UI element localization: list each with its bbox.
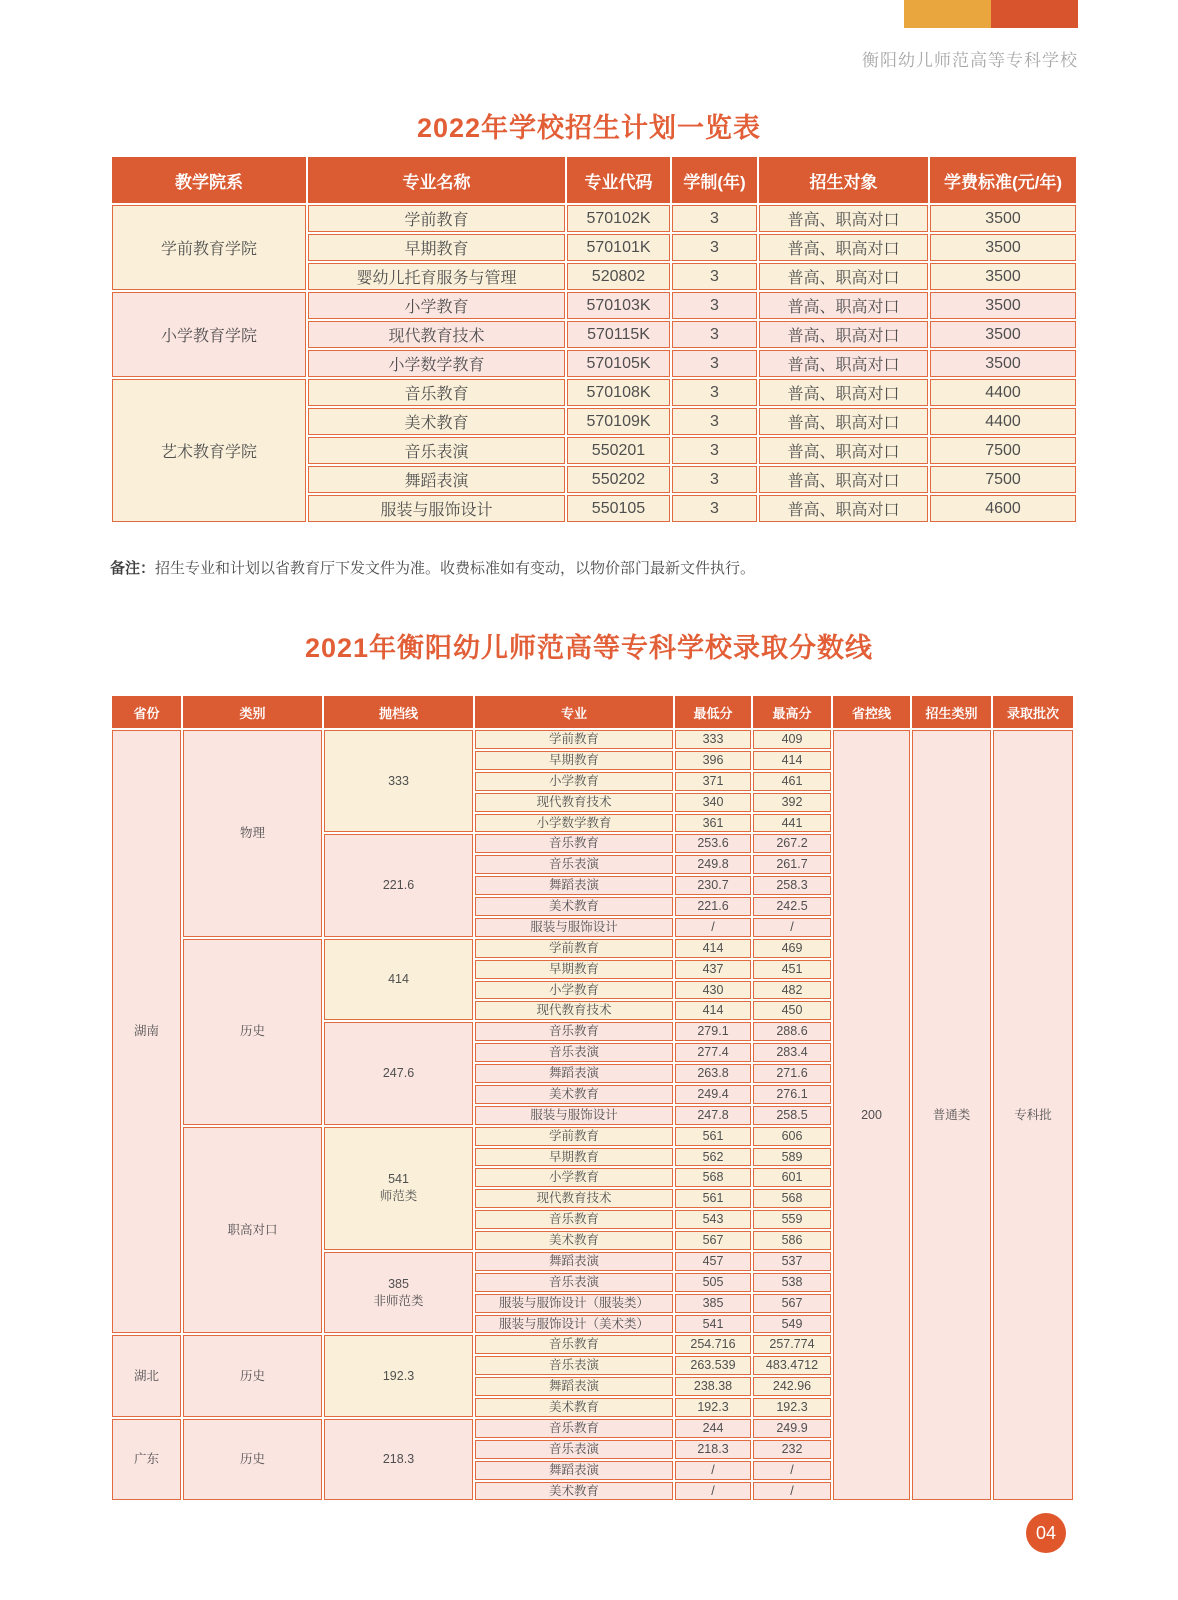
min-score-cell: 230.7	[675, 876, 751, 895]
major-code-cell: 570105K	[567, 350, 670, 377]
major-cell: 舞蹈表演	[475, 1252, 673, 1271]
major-cell: 舞蹈表演	[308, 466, 565, 493]
min-score-cell: 361	[675, 814, 751, 833]
max-score-cell: 482	[753, 981, 831, 1000]
cutoff-line-cell: 247.6	[324, 1022, 473, 1124]
max-score-cell: 469	[753, 939, 831, 958]
max-score-cell: 242.5	[753, 897, 831, 916]
header-fee: 学费标准(元/年)	[930, 157, 1076, 203]
min-score-cell: 414	[675, 1001, 751, 1020]
min-score-cell: 340	[675, 793, 751, 812]
min-score-cell: 263.539	[675, 1356, 751, 1375]
max-score-cell: 568	[753, 1189, 831, 1208]
fee-cell: 4600	[930, 495, 1076, 522]
min-score-cell: 218.3	[675, 1440, 751, 1459]
header-cutoff-line: 抛档线	[324, 696, 473, 728]
header-control-line: 省控线	[833, 696, 910, 728]
province-cell: 湖南	[112, 730, 181, 1333]
study-years-cell: 3	[672, 205, 757, 232]
major-code-cell: 550202	[567, 466, 670, 493]
max-score-cell: 258.5	[753, 1106, 831, 1125]
min-score-cell: 396	[675, 751, 751, 770]
min-score-cell: 253.6	[675, 834, 751, 853]
major-code-cell: 570109K	[567, 408, 670, 435]
min-score-cell: 277.4	[675, 1043, 751, 1062]
max-score-cell: 288.6	[753, 1022, 831, 1041]
max-score-cell: 567	[753, 1294, 831, 1313]
target-cell: 普高、职高对口	[759, 379, 928, 406]
min-score-cell: 457	[675, 1252, 751, 1271]
target-cell: 普高、职高对口	[759, 292, 928, 319]
major-cell: 舞蹈表演	[475, 1461, 673, 1480]
corner-decoration	[904, 0, 1078, 28]
min-score-cell: 568	[675, 1168, 751, 1187]
category-cell: 历史	[183, 1419, 322, 1501]
major-cell: 学前教育	[475, 730, 673, 749]
major-cell: 美术教育	[475, 1231, 673, 1250]
major-code-cell: 520802	[567, 263, 670, 290]
max-score-cell: 283.4	[753, 1043, 831, 1062]
min-score-cell: /	[675, 1482, 751, 1501]
college-cell: 学前教育学院	[112, 205, 306, 290]
target-cell: 普高、职高对口	[759, 408, 928, 435]
major-cell: 音乐表演	[475, 1043, 673, 1062]
header-target: 招生对象	[759, 157, 928, 203]
study-years-cell: 3	[672, 292, 757, 319]
header-study-years: 学制(年)	[672, 157, 757, 203]
min-score-cell: 385	[675, 1294, 751, 1313]
major-cell: 现代教育技术	[475, 793, 673, 812]
major-cell: 美术教育	[475, 1085, 673, 1104]
header-min-score: 最低分	[675, 696, 751, 728]
major-cell: 小学数学教育	[308, 350, 565, 377]
min-score-cell: /	[675, 918, 751, 937]
admission-type-cell: 普通类	[912, 730, 991, 1500]
cutoff-line-cell: 192.3	[324, 1335, 473, 1417]
cutoff-line-cell: 541 师范类	[324, 1127, 473, 1250]
major-cell: 早期教育	[475, 1148, 673, 1167]
min-score-cell: 437	[675, 960, 751, 979]
fee-cell: 7500	[930, 437, 1076, 464]
cutoff-line-cell: 221.6	[324, 834, 473, 936]
major-cell: 小学数学教育	[475, 814, 673, 833]
major-cell: 学前教育	[475, 939, 673, 958]
major-cell: 小学教育	[308, 292, 565, 319]
max-score-cell: 601	[753, 1168, 831, 1187]
min-score-cell: 543	[675, 1210, 751, 1229]
major-cell: 舞蹈表演	[475, 876, 673, 895]
min-score-cell: 561	[675, 1127, 751, 1146]
header-major: 专业	[475, 696, 673, 728]
score-table-wrap	[110, 694, 1075, 1502]
target-cell: 普高、职高对口	[759, 495, 928, 522]
major-cell: 小学教育	[475, 981, 673, 1000]
min-score-cell: 561	[675, 1189, 751, 1208]
min-score-cell: 254.716	[675, 1335, 751, 1354]
plan-table-title: 2022年学校招生计划一览表	[416, 113, 762, 143]
major-cell: 音乐教育	[475, 1419, 673, 1438]
score-table-header-row	[112, 696, 1073, 728]
fee-cell: 3500	[930, 321, 1076, 348]
min-score-cell: /	[675, 1461, 751, 1480]
min-score-cell: 279.1	[675, 1022, 751, 1041]
max-score-cell: 249.9	[753, 1419, 831, 1438]
header-province: 省份	[112, 696, 181, 728]
min-score-cell: 249.8	[675, 855, 751, 874]
school-name: 衡阳幼儿师范高等专科学校	[862, 51, 1078, 70]
study-years-cell: 3	[672, 437, 757, 464]
college-cell: 艺术教育学院	[112, 379, 306, 522]
max-score-cell: 461	[753, 772, 831, 791]
college-cell: 小学教育学院	[112, 292, 306, 377]
max-score-cell: 261.7	[753, 855, 831, 874]
min-score-cell: 541	[675, 1315, 751, 1334]
header-major-name: 专业名称	[308, 157, 565, 203]
max-score-cell: 589	[753, 1148, 831, 1167]
major-cell: 现代教育技术	[475, 1189, 673, 1208]
score-table-title: 2021年衡阳幼儿师范高等专科学校录取分数线	[304, 633, 874, 663]
max-score-cell: 392	[753, 793, 831, 812]
max-score-cell: 483.4712	[753, 1356, 831, 1375]
score-table	[110, 694, 1075, 1502]
major-cell: 音乐表演	[475, 1356, 673, 1375]
major-cell: 服装与服饰设计（美术类）	[475, 1315, 673, 1334]
plan-table-row	[112, 379, 1076, 406]
max-score-cell: 441	[753, 814, 831, 833]
major-cell: 婴幼儿托育服务与管理	[308, 263, 565, 290]
red-block-icon	[991, 0, 1078, 28]
major-code-cell: 550201	[567, 437, 670, 464]
max-score-cell: 409	[753, 730, 831, 749]
target-cell: 普高、职高对口	[759, 350, 928, 377]
max-score-cell: 537	[753, 1252, 831, 1271]
study-years-cell: 3	[672, 495, 757, 522]
major-cell: 音乐教育	[475, 834, 673, 853]
major-cell: 服装与服饰设计	[308, 495, 565, 522]
fee-cell: 4400	[930, 379, 1076, 406]
max-score-cell: 559	[753, 1210, 831, 1229]
fee-cell: 3500	[930, 350, 1076, 377]
max-score-cell: 271.6	[753, 1064, 831, 1083]
major-cell: 音乐教育	[475, 1210, 673, 1229]
header-major-code: 专业代码	[567, 157, 670, 203]
study-years-cell: 3	[672, 466, 757, 493]
min-score-cell: 414	[675, 939, 751, 958]
max-score-cell: 192.3	[753, 1398, 831, 1417]
min-score-cell: 333	[675, 730, 751, 749]
fee-cell: 7500	[930, 466, 1076, 493]
plan-table-note	[110, 557, 755, 578]
header-college: 教学院系	[112, 157, 306, 203]
min-score-cell: 238.38	[675, 1377, 751, 1396]
score-table-row	[112, 730, 1073, 749]
target-cell: 普高、职高对口	[759, 234, 928, 261]
major-cell: 音乐表演	[475, 855, 673, 874]
major-cell: 服装与服饰设计（服装类）	[475, 1294, 673, 1313]
max-score-cell: 538	[753, 1273, 831, 1292]
min-score-cell: 192.3	[675, 1398, 751, 1417]
max-score-cell: 267.2	[753, 834, 831, 853]
max-score-cell: 414	[753, 751, 831, 770]
yellow-block-icon	[904, 0, 991, 28]
max-score-cell: 242.96	[753, 1377, 831, 1396]
major-code-cell: 570103K	[567, 292, 670, 319]
max-score-cell: 258.3	[753, 876, 831, 895]
major-cell: 学前教育	[308, 205, 565, 232]
major-cell: 美术教育	[308, 408, 565, 435]
major-cell: 服装与服饰设计	[475, 1106, 673, 1125]
target-cell: 普高、职高对口	[759, 321, 928, 348]
major-cell: 早期教育	[308, 234, 565, 261]
min-score-cell: 505	[675, 1273, 751, 1292]
min-score-cell: 371	[675, 772, 751, 791]
study-years-cell: 3	[672, 379, 757, 406]
target-cell: 普高、职高对口	[759, 466, 928, 493]
min-score-cell: 221.6	[675, 897, 751, 916]
min-score-cell: 244	[675, 1419, 751, 1438]
min-score-cell: 247.8	[675, 1106, 751, 1125]
study-years-cell: 3	[672, 234, 757, 261]
fee-cell: 3500	[930, 292, 1076, 319]
major-cell: 早期教育	[475, 751, 673, 770]
major-cell: 舞蹈表演	[475, 1064, 673, 1083]
plan-table-body	[112, 205, 1076, 522]
max-score-cell: 450	[753, 1001, 831, 1020]
major-cell: 音乐表演	[475, 1273, 673, 1292]
max-score-cell: 586	[753, 1231, 831, 1250]
cutoff-line-cell: 385 非师范类	[324, 1252, 473, 1334]
header-admission-type: 招生类别	[912, 696, 991, 728]
cutoff-line-cell: 218.3	[324, 1419, 473, 1501]
page-number-badge: 04	[1026, 1513, 1066, 1553]
major-cell: 音乐教育	[475, 1022, 673, 1041]
max-score-cell: 276.1	[753, 1085, 831, 1104]
min-score-cell: 249.4	[675, 1085, 751, 1104]
major-cell: 美术教育	[475, 1398, 673, 1417]
major-code-cell: 550105	[567, 495, 670, 522]
major-cell: 现代教育技术	[475, 1001, 673, 1020]
fee-cell: 3500	[930, 234, 1076, 261]
max-score-cell: 451	[753, 960, 831, 979]
major-cell: 小学教育	[475, 772, 673, 791]
batch-cell: 专科批	[993, 730, 1073, 1500]
major-cell: 舞蹈表演	[475, 1377, 673, 1396]
note-label: 备注：	[110, 560, 156, 577]
major-cell: 音乐表演	[475, 1440, 673, 1459]
header-category: 类别	[183, 696, 322, 728]
target-cell: 普高、职高对口	[759, 263, 928, 290]
major-cell: 音乐表演	[308, 437, 565, 464]
fee-cell: 3500	[930, 205, 1076, 232]
plan-table-row	[112, 292, 1076, 319]
min-score-cell: 562	[675, 1148, 751, 1167]
max-score-cell: 232	[753, 1440, 831, 1459]
max-score-cell: /	[753, 1461, 831, 1480]
province-cell: 广东	[112, 1419, 181, 1501]
major-code-cell: 570102K	[567, 205, 670, 232]
score-table-body	[112, 730, 1073, 1500]
plan-table	[110, 155, 1078, 524]
max-score-cell: /	[753, 1482, 831, 1501]
major-cell: 美术教育	[475, 1482, 673, 1501]
plan-table-row	[112, 205, 1076, 232]
min-score-cell: 430	[675, 981, 751, 1000]
major-cell: 早期教育	[475, 960, 673, 979]
study-years-cell: 3	[672, 263, 757, 290]
category-cell: 物理	[183, 730, 322, 937]
major-cell: 小学教育	[475, 1168, 673, 1187]
max-score-cell: /	[753, 918, 831, 937]
major-cell: 美术教育	[475, 897, 673, 916]
max-score-cell: 257.774	[753, 1335, 831, 1354]
note-text: 招生专业和计划以省教育厅下发文件为准。收费标准如有变动，以物价部门最新文件执行。	[155, 560, 756, 577]
min-score-cell: 567	[675, 1231, 751, 1250]
category-cell: 历史	[183, 939, 322, 1125]
cutoff-line-cell: 333	[324, 730, 473, 832]
control-line-cell: 200	[833, 730, 910, 1500]
major-code-cell: 570115K	[567, 321, 670, 348]
category-cell: 历史	[183, 1335, 322, 1417]
major-cell: 音乐教育	[308, 379, 565, 406]
target-cell: 普高、职高对口	[759, 437, 928, 464]
max-score-cell: 549	[753, 1315, 831, 1334]
max-score-cell: 606	[753, 1127, 831, 1146]
category-cell: 职高对口	[183, 1127, 322, 1334]
study-years-cell: 3	[672, 408, 757, 435]
header-batch: 录取批次	[993, 696, 1073, 728]
major-code-cell: 570108K	[567, 379, 670, 406]
province-cell: 湖北	[112, 1335, 181, 1417]
target-cell: 普高、职高对口	[759, 205, 928, 232]
min-score-cell: 263.8	[675, 1064, 751, 1083]
major-cell: 音乐教育	[475, 1335, 673, 1354]
major-cell: 学前教育	[475, 1127, 673, 1146]
fee-cell: 4400	[930, 408, 1076, 435]
fee-cell: 3500	[930, 263, 1076, 290]
plan-table-wrap	[110, 155, 1078, 524]
study-years-cell: 3	[672, 350, 757, 377]
major-cell: 服装与服饰设计	[475, 918, 673, 937]
major-cell: 现代教育技术	[308, 321, 565, 348]
header-max-score: 最高分	[753, 696, 831, 728]
study-years-cell: 3	[672, 321, 757, 348]
cutoff-line-cell: 414	[324, 939, 473, 1021]
plan-table-header-row	[112, 157, 1076, 203]
major-code-cell: 570101K	[567, 234, 670, 261]
